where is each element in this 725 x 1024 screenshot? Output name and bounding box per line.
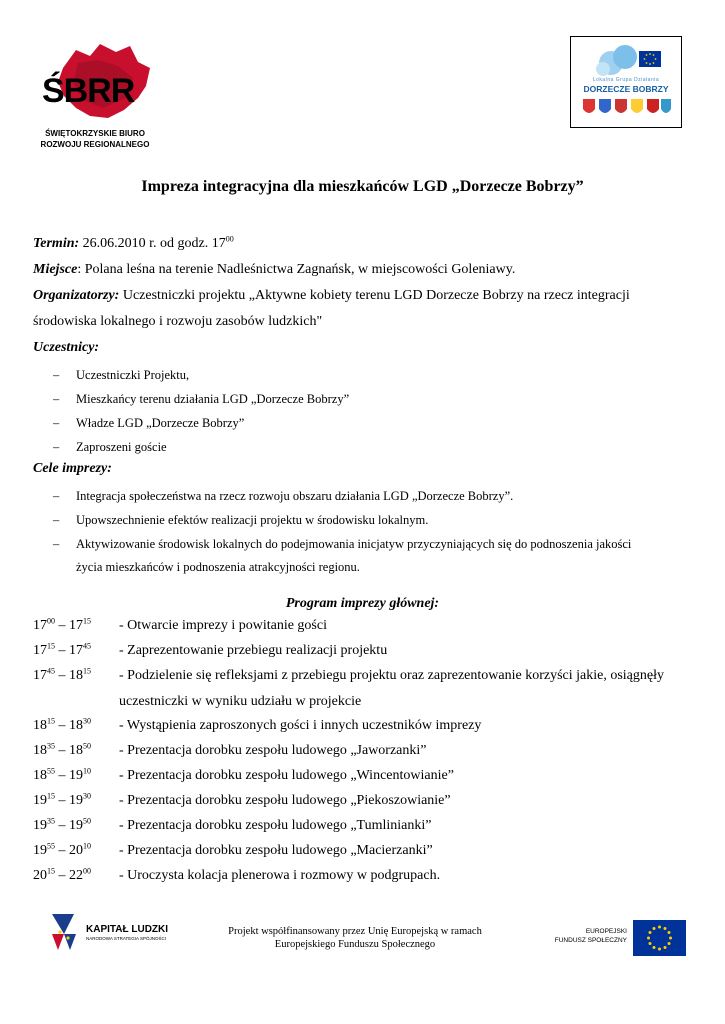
organizatorzy-label: Organizatorzy: bbox=[33, 288, 120, 303]
eu-star bbox=[653, 946, 656, 949]
eu-star bbox=[658, 926, 661, 929]
program-time: $18^{15} - 18^{30}$ bbox=[33, 716, 91, 733]
eu-star bbox=[653, 927, 656, 930]
eu-star bbox=[668, 942, 671, 945]
termin-sup: 00 bbox=[225, 234, 234, 244]
eu-star bbox=[664, 927, 667, 930]
eu-star bbox=[669, 937, 672, 940]
kapital-ludzki-icon bbox=[48, 912, 80, 952]
eu-star bbox=[664, 946, 667, 949]
organizatorzy-line-2: środowiska lokalnego i rozwoju zasobów ludzkich" bbox=[33, 314, 323, 329]
kapital-ludzki-logo bbox=[48, 912, 198, 952]
efs-line1: EUROPEJSKI bbox=[585, 928, 627, 935]
program-title: Program imprezy głównej: bbox=[285, 596, 440, 611]
program-description: - Prezentacja dorobku zespołu ludowego „Piekoszowianie” bbox=[119, 793, 451, 808]
sbrr-caption-line1: ŚWIĘTOKRZYSKIE BIURO bbox=[45, 129, 145, 138]
kapital-ludzki-title: KAPITAŁ LUDZKI bbox=[86, 924, 169, 935]
program-description: - Otwarcie imprezy i powitanie gości bbox=[119, 618, 327, 633]
kapital-ludzki-subtitle: NARODOWA STRATEGIA SPÓJNOŚCI bbox=[86, 936, 167, 941]
eu-star bbox=[668, 931, 671, 934]
lgd-subtitle: Lokalna Grupa Działania bbox=[592, 77, 660, 83]
termin-value: 26.06.2010 r. od godz. 17 bbox=[79, 236, 226, 251]
program-description: - Prezentacja dorobku zespołu ludowego „Macierzanki” bbox=[119, 843, 433, 858]
program-time: $18^{35} - 18^{50}$ bbox=[33, 741, 91, 758]
program-description: - Prezentacja dorobku zespołu ludowego „Wincentowianie” bbox=[119, 768, 454, 783]
program-description: - Podzielenie się refleksjami z przebiegu projektu oraz zaprezentowanie korzyści jakie, osiągnęły bbox=[119, 668, 664, 683]
program-description: - Uroczysta kolacja plenerowa i rozmowy w podgrupach. bbox=[119, 868, 441, 883]
program-time: $19^{55} - 20^{10}$ bbox=[33, 841, 91, 858]
program-description: uczestniczki w wyniku udziału w projekcie bbox=[119, 694, 362, 709]
eu-star bbox=[648, 931, 651, 934]
eu-star bbox=[648, 942, 651, 945]
sbrr-caption-line2: ROZWOJU REGIONALNEGO bbox=[40, 140, 150, 149]
efs-line2: FUNDUSZ SPOŁECZNY bbox=[554, 937, 627, 944]
program-time: $18^{55} - 19^{10}$ bbox=[33, 766, 91, 783]
program-description: - Wystąpienia zaproszonych gości i innych uczestników imprezy bbox=[119, 718, 482, 733]
program-time: $17^{00} - 17^{15}$ bbox=[33, 616, 91, 633]
miejsce-line bbox=[33, 262, 515, 278]
program-description: - Zaprezentowanie przebiegu realizacji projektu bbox=[119, 643, 388, 658]
program-time: $20^{15} - 22^{00}$ bbox=[33, 866, 91, 883]
organizatorzy-line bbox=[33, 288, 630, 304]
miejsce-label: Miejsce bbox=[33, 262, 78, 277]
sbrr-caption bbox=[30, 128, 160, 150]
organizatorzy-value: Uczestniczki projektu „Aktywne kobiety terenu LGD Dorzecze Bobrzy na rzecz integracji bbox=[119, 288, 630, 303]
eu-star bbox=[658, 948, 661, 951]
lgd-cloud-flag-icon bbox=[591, 43, 663, 79]
lgd-coats-of-arms-icon bbox=[581, 97, 673, 117]
lgd-logo bbox=[570, 36, 682, 128]
footer-funding-note bbox=[200, 925, 510, 951]
termin-label: Termin: bbox=[33, 236, 80, 251]
program-description: - Prezentacja dorobku zespołu ludowego „Tumlinianki” bbox=[119, 818, 432, 833]
uczestnicy-label: Uczestnicy: bbox=[33, 340, 100, 355]
eu-flag-icon bbox=[633, 920, 686, 956]
sbrr-logo-text: ŚBRR bbox=[42, 72, 135, 110]
termin-line bbox=[33, 236, 234, 252]
document-title: Impreza integracyjna dla mieszkańców LGD „Dorzecze Bobrzy” bbox=[141, 178, 584, 195]
program-time: $19^{15} - 19^{30}$ bbox=[33, 791, 91, 808]
footer-line1: Projekt współfinansowany przez Unię Europejską w ramach bbox=[228, 926, 482, 937]
program-time: $19^{35} - 19^{50}$ bbox=[33, 816, 91, 833]
program-time: $17^{45} - 18^{15}$ bbox=[33, 666, 91, 683]
cele-label: Cele imprezy: bbox=[33, 461, 112, 476]
footer-line2: Europejskiego Funduszu Społecznego bbox=[274, 939, 436, 950]
efs-label bbox=[545, 927, 627, 945]
program-description: - Prezentacja dorobku zespołu ludowego „Jaworzanki” bbox=[119, 743, 427, 758]
lgd-name: DORZECZE BOBRZY bbox=[583, 84, 669, 94]
miejsce-value: : Polana leśna na terenie Nadleśnictwa Zagnańsk, w miejscowości Goleniawy. bbox=[77, 262, 516, 277]
eu-star bbox=[647, 937, 650, 940]
program-time: $17^{15} - 17^{45}$ bbox=[33, 641, 91, 658]
